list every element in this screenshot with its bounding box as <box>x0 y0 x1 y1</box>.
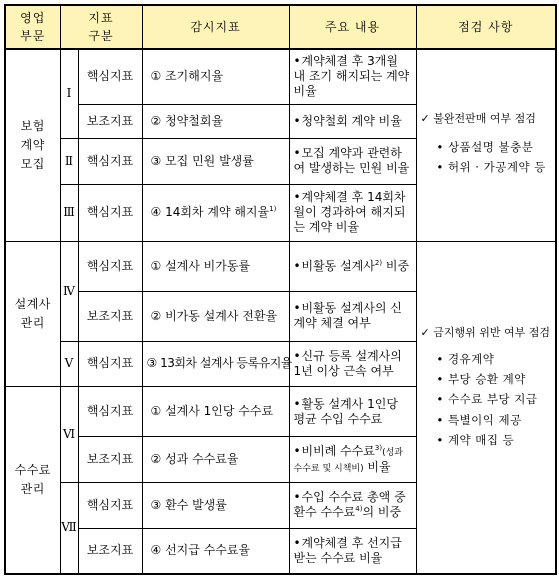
check-item: • 경유계약 <box>436 351 495 366</box>
indicator-kind: 핵심지표 <box>78 49 142 104</box>
indicator-kind: 보조지표 <box>78 437 142 483</box>
area-insurance: 보험 계약 모집 <box>5 49 60 241</box>
indicator-kind: 핵심지표 <box>78 341 142 387</box>
header-row <box>5 5 556 49</box>
check-item: • 계약 매집 등 <box>436 433 515 448</box>
indicator-name: ② 비가동 설계사 전환율 <box>142 291 289 341</box>
indicator-content: •청약철회 계약 비율 <box>289 104 416 138</box>
indicator-kind: 보조지표 <box>78 528 142 574</box>
indicator-name: ① 조기해지율 <box>142 49 289 104</box>
indicator-name: ① 설계사 비가동률 <box>142 241 289 291</box>
header-area: 영업 부문 <box>5 5 60 49</box>
indicator-content: •모집 계약과 관련하여 발생하는 민원 비율 <box>289 138 416 184</box>
header-indicator: 감시지표 <box>142 5 289 49</box>
indicator-kind: 핵심지표 <box>78 241 142 291</box>
indicator-name: ③ 환수 발생률 <box>142 482 289 528</box>
indicator-content: •계약체결 후 선지급 받는 수수료 비율 <box>289 528 416 574</box>
monitoring-indicators-table <box>4 4 557 575</box>
check-item: • 수수료 부당 지급 <box>436 392 538 407</box>
indicator-content: •계약체결 후 14회차월이 경과하여 해지되는 계약 비율 <box>289 184 416 241</box>
checks-title: ✓ 불완전판매 여부 점검 <box>420 112 536 125</box>
table-row <box>5 49 556 104</box>
check-item: • 허위 · 가공계약 등 <box>436 160 546 175</box>
indicator-kind: 보조지표 <box>78 291 142 341</box>
indicator-kind: 핵심지표 <box>78 482 142 528</box>
group-roman: Ⅱ <box>60 138 78 184</box>
group-roman: Ⅵ <box>60 387 78 483</box>
indicator-name: ③ 모집 민원 발생률 <box>142 138 289 184</box>
indicator-name: ② 성과 수수료율 <box>142 437 289 483</box>
indicator-kind: 핵심지표 <box>78 387 142 437</box>
group-roman: Ⅳ <box>60 241 78 341</box>
header-content: 주요 내용 <box>289 5 416 49</box>
indicator-name: ① 설계사 1인당 수수료 <box>142 387 289 437</box>
group-roman: Ⅲ <box>60 184 78 241</box>
header-checks: 점검 사항 <box>416 5 556 49</box>
indicator-content: •계약체결 후 3개월 내 조기 해지되는 계약 비율 <box>289 49 416 104</box>
group-roman: Ⅶ <box>60 482 78 574</box>
indicator-name: ④ 선지급 수수료율 <box>142 528 289 574</box>
checks-misselling <box>416 49 556 241</box>
check-item: • 특별이익 제공 <box>436 412 522 427</box>
indicator-name: ④ 14회차 계약 해지율$^{1)}$ <box>142 184 289 241</box>
indicator-content: •신규 등록 설계사의 1년 이상 근속 여부 <box>289 341 416 387</box>
indicator-kind: 핵심지표 <box>78 184 142 241</box>
checks-title: ✓ 금지행위 위반 여부 점검 <box>420 325 550 339</box>
check-item: • 부당 승환 계약 <box>436 371 526 386</box>
checks-prohibited <box>416 241 556 574</box>
indicator-kind: 핵심지표 <box>78 138 142 184</box>
indicator-content: •비비례 수수료$^{3)}$(성과수수료 및 시책비) 비율 <box>289 437 416 483</box>
table-row <box>5 241 556 291</box>
area-planner: 설계사 관리 <box>5 241 60 387</box>
indicator-content: •비활동 설계사$^{2)}$ 비중 <box>289 241 416 291</box>
group-roman: Ⅰ <box>60 49 78 138</box>
indicator-name: ② 청약철회율 <box>142 104 289 138</box>
group-roman: Ⅴ <box>60 341 78 387</box>
check-item: • 상품설명 불충분 <box>436 139 534 154</box>
area-fee: 수수료 관리 <box>5 387 60 574</box>
indicator-content: •비활동 설계사의 신계약 체결 여부 <box>289 291 416 341</box>
indicator-name: ③ 13회차 설계사 등록유지율 <box>142 341 289 387</box>
indicator-content: •수입 수수료 총액 중 환수 수수료$^{4)}$의 비중 <box>289 482 416 528</box>
indicator-kind: 보조지표 <box>78 104 142 138</box>
header-kind: 지표 구분 <box>60 5 142 49</box>
indicator-content: •활동 설계사 1인당 평균 수입 수수료 <box>289 387 416 437</box>
